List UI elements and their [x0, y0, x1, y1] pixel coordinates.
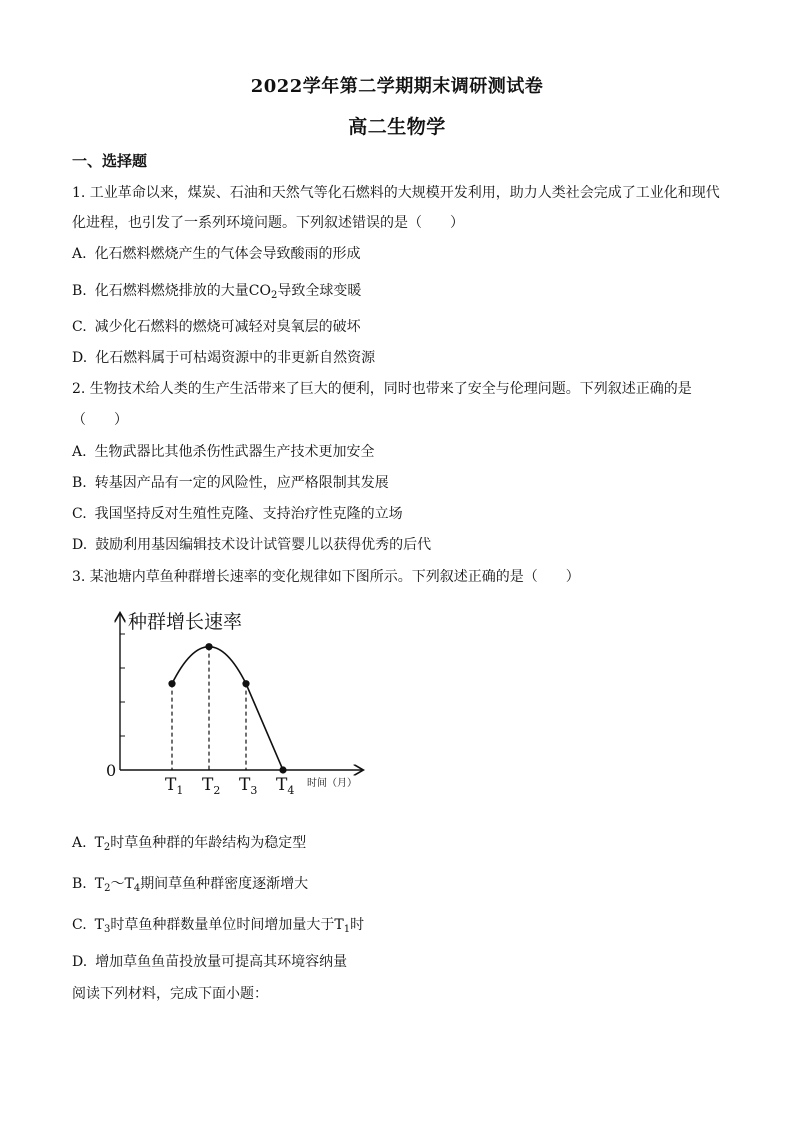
data-point [279, 766, 286, 773]
q1-stem-line2: 化进程，也引发了一系列环境问题。下列叙述错误的是（ ） [72, 215, 464, 231]
option-text: 时 [350, 917, 365, 933]
t-subscript: 2 [103, 842, 111, 853]
q1-option-d [72, 349, 375, 367]
option-letter: B. [72, 475, 87, 491]
option-text: 时草鱼种群的年龄结构为稳定型 [110, 835, 307, 851]
q1-stem-line1: 1. 工业革命以来，煤炭、石油和天然气等化石燃料的大规模开发利用，助力人类社会完成了工业化和现代 [72, 185, 720, 201]
formula-co: CO [248, 283, 271, 299]
option-letter: D. [72, 350, 88, 366]
option-letter: B. [72, 283, 87, 299]
q3-option-b [72, 875, 308, 893]
data-point [205, 643, 212, 650]
t-symbol: T [94, 835, 104, 851]
t-symbol: T [94, 917, 105, 933]
option-text: 生物武器比其他杀伤性武器生产技术更加安全 [94, 444, 375, 460]
x-tick-label: $T_2$ [202, 775, 221, 797]
option-letter: A. [72, 835, 87, 851]
option-letter: C. [72, 319, 87, 335]
t-subscript: 1 [343, 924, 351, 935]
x-axis-label: 时间（月） [307, 778, 357, 789]
data-point [242, 680, 249, 687]
q1-option-b [72, 282, 361, 300]
q3-option-d [72, 953, 347, 971]
t-subscript: 3 [104, 924, 111, 935]
option-letter: C. [72, 506, 87, 522]
option-text: 化石燃料燃烧排放的大量 [94, 283, 249, 299]
option-letter: A. [72, 444, 87, 460]
q3-option-c [72, 916, 364, 934]
x-tick-label: $T_3$ [239, 775, 258, 797]
option-text: 我国坚持反对生殖性克隆、支持治疗性克隆的立场 [94, 506, 403, 522]
t-symbol: T [94, 876, 105, 892]
q1-option-a [72, 245, 361, 263]
q2-stem-line1: 2. 生物技术给人类的生产生活带来了巨大的便利，同时也带来了安全与伦理问题。下列叙述正确的是 [72, 381, 692, 397]
option-text: ～T [110, 876, 134, 892]
q2-option-b [72, 474, 389, 492]
section-heading: 一、选择题 [72, 152, 148, 170]
reading-prompt: 阅读下列材料，完成下面小题： [72, 986, 268, 1002]
x-tick-label: $T_4$ [276, 775, 295, 797]
formula-sub: 2 [270, 290, 278, 301]
exam-title: 2022学年第二学期期末调研测试卷 [250, 76, 544, 97]
y-axis-label: 种群增长速率 [128, 611, 243, 633]
growth-rate-chart [100, 606, 380, 806]
option-text: 转基因产品有一定的风险性，应严格限制其发展 [94, 475, 389, 491]
q3-stem: 3. 某池塘内草鱼种群增长速率的变化规律如下图所示。下列叙述正确的是（ ） [72, 569, 580, 585]
data-point [168, 680, 175, 687]
option-text: 增加草鱼鱼苗投放量可提高其环境容纳量 [95, 954, 348, 970]
q3-option-a [72, 834, 306, 852]
q2-option-d [72, 536, 431, 554]
option-text: 时草鱼种群数量单位时间增加量大于T [110, 917, 344, 933]
option-letter: C. [72, 917, 87, 933]
option-text: 导致全球变暖 [277, 283, 362, 299]
q1-option-c [72, 318, 361, 336]
option-text: 化石燃料燃烧产生的气体会导致酸雨的形成 [94, 246, 361, 262]
exam-subject: 高二生物学 [348, 116, 446, 138]
t-subscript: 4 [133, 883, 141, 894]
option-letter: A. [72, 246, 87, 262]
option-text: 期间草鱼种群密度逐渐增大 [140, 876, 309, 892]
t-subscript: 2 [104, 883, 111, 894]
option-text: 减少化石燃料的燃烧可减轻对臭氧层的破坏 [94, 319, 361, 335]
x-tick-label: $T_1$ [165, 775, 184, 797]
option-text: 化石燃料属于可枯竭资源中的非更新自然资源 [95, 350, 376, 366]
option-letter: D. [72, 537, 88, 553]
option-text: 鼓励利用基因编辑技术设计试管婴儿以获得优秀的后代 [95, 537, 432, 553]
q2-option-a [72, 443, 375, 461]
option-letter: B. [72, 876, 87, 892]
origin-label: 0 [106, 761, 117, 780]
growth-curve [172, 647, 283, 770]
option-letter: D. [72, 954, 88, 970]
q2-option-c [72, 505, 403, 523]
q2-stem-line2: （ ） [72, 412, 128, 428]
